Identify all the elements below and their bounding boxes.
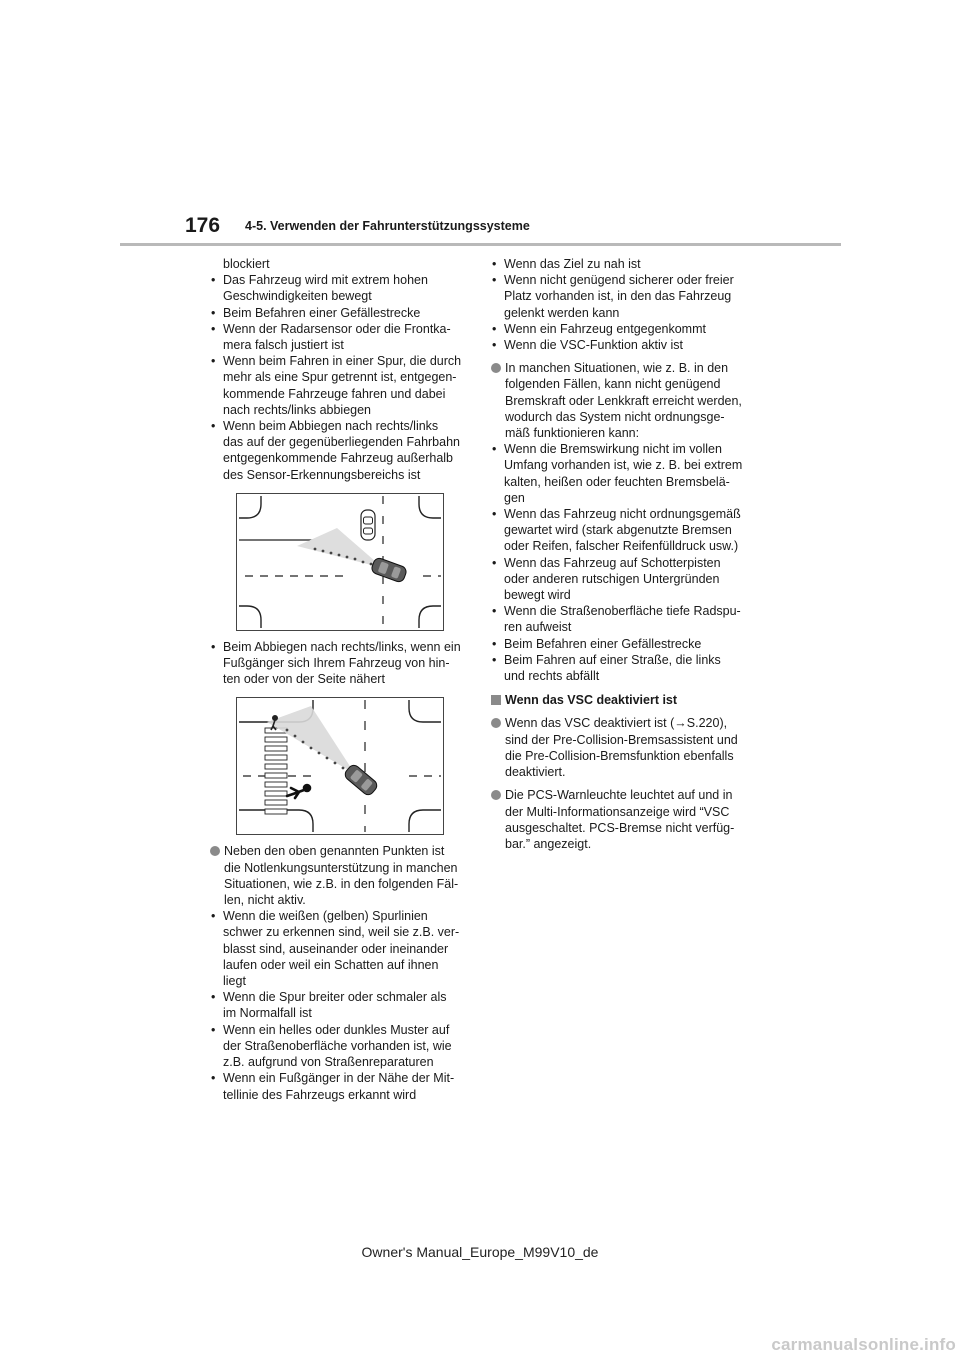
bullet-continuation: Platz vorhanden ist, in den das Fahrzeug [504, 289, 732, 304]
right-paragraph-lines [505, 715, 757, 780]
bullet-continuation: des Sensor-Erkennungsbereichs ist [223, 467, 421, 482]
bullet-item: • Wenn ein helles oder dunkles Muster auf [210, 1022, 472, 1038]
bullet-continuation: und rechts abfällt [504, 669, 600, 684]
right-paragraph-brake-force [491, 360, 757, 441]
right-paragraph-lines [505, 787, 757, 852]
bullet-item: • Beim Befahren einer Gefällestrecke [491, 636, 757, 652]
bullet-continuation: blasst sind, auseinander oder ineinander [223, 941, 449, 956]
bullet-item: • Wenn die Bremswirkung nicht im vollen [491, 441, 757, 457]
bullet-continuation: Umfang vorhanden ist, wie z. B. bei extrem [504, 458, 743, 473]
bullet-continuation: nach rechts/links abbiegen [223, 402, 372, 417]
footer-manual-id: Owner's Manual_Europe_M99V10_de [361, 1244, 599, 1260]
bullet-item: • Beim Befahren einer Gefällestrecke [210, 305, 472, 321]
bullet-continuation: oder Reifen, falscher Reifenfülldruck usw.) [504, 539, 739, 554]
bullet-continuation: im Normalfall ist [223, 1006, 312, 1021]
bullet-continuation: kalten, heißen oder feuchten Bremsbelä- [504, 474, 730, 489]
bullet-continuation: z.B. aufgrund von Straßenreparaturen [223, 1055, 434, 1070]
bullet-item: • Wenn die Straßenoberfläche tiefe Radspu- [491, 603, 757, 619]
bullet-item: • Wenn die weißen (gelben) Spurlinien [210, 908, 472, 924]
bullet-item: • Wenn ein Fußgänger in der Nähe der Mit- [210, 1070, 472, 1086]
paragraph-line: Bremskraft oder Lenkkraft erreicht werden, [505, 393, 742, 408]
paragraph-line: Situationen, wie z.B. in den folgenden Fäl- [224, 876, 459, 891]
bullet-item: • Wenn beim Fahren in einer Spur, die durch [210, 353, 472, 369]
bullet-continuation: gen [504, 490, 525, 505]
bullet-continuation: Geschwindigkeiten bewegt [223, 289, 372, 304]
bullet-continuation: ten oder von der Seite nähert [223, 672, 385, 687]
bullet-item: • Wenn das Fahrzeug nicht ordnungsgemäß [491, 506, 757, 522]
bullet-continuation: schwer zu erkennen sind, weil sie z.B. ver- [223, 925, 460, 940]
bullet-continuation: oder anderen rutschigen Untergründen [504, 571, 720, 586]
section-heading-text: Wenn das VSC deaktiviert ist [505, 693, 678, 708]
paragraph-line: die Pre-Collision-Bremsfunktion ebenfalls [505, 748, 734, 763]
left-column [210, 256, 472, 1103]
bullet-continuation: gewartet wird (stark abgenutzte Bremsen [504, 523, 732, 538]
left-list-3 [210, 908, 472, 1102]
page-number: 176 [185, 214, 221, 237]
paragraph-line: In manchen Situationen, wie z. B. in den [505, 361, 729, 376]
bullet-item: • Wenn nicht genügend sicherer oder freier [491, 272, 757, 288]
right-paragraph-lines [505, 360, 757, 441]
paragraph-line: ausgeschaltet. PCS-Bremse nicht verfüg- [505, 820, 735, 835]
bullet-item: • Wenn ein Fahrzeug entgegenkommt [491, 321, 757, 337]
right-list-1 [491, 256, 757, 353]
section-title: 4-5. Verwenden der Fahrunterstützungssysteme [245, 219, 530, 233]
bullet-continuation: bewegt wird [504, 588, 571, 603]
right-column [491, 256, 757, 852]
watermark: carmanualsonline.info [771, 1335, 956, 1354]
bullet-continuation: tellinie des Fahrzeugs erkannt wird [223, 1087, 417, 1102]
paragraph-line: Die PCS-Warnleuchte leuchtet auf und in [505, 788, 733, 803]
paragraph-line: Neben den oben genannten Punkten ist [224, 844, 445, 859]
bullet-continuation: Fußgänger sich Ihrem Fahrzeug von hin- [223, 656, 450, 671]
paragraph-line: deaktiviert. [505, 765, 566, 780]
bullet-item: • Wenn die VSC-Funktion aktiv ist [491, 337, 757, 353]
paragraph-line: der Multi-Informationsanzeige wird “VSC [505, 804, 730, 819]
right-paragraph-vsc-off [491, 715, 757, 780]
paragraph-line: len, nicht aktiv. [224, 893, 306, 908]
section-heading-vsc [491, 692, 757, 708]
bullet-item: • Beim Abbiegen nach rechts/links, wenn ein [210, 639, 472, 655]
square-bullet-icon [491, 695, 501, 705]
paragraph-line: die Notlenkungsunterstützung in manchen [224, 860, 458, 875]
bullet-item: • Wenn das Fahrzeug auf Schotterpisten [491, 555, 757, 571]
intersection-oncoming-vehicle-figure [236, 493, 444, 631]
bullet-item: • Wenn der Radarsensor oder die Frontka- [210, 321, 472, 337]
bullet-continuation: der Straßenoberfläche vorhanden ist, wie [223, 1038, 452, 1053]
bullet-continuation: mera falsch justiert ist [223, 338, 344, 353]
bullet-continuation: kommende Fahrzeuge fahren und dabei [223, 386, 446, 401]
paragraph-line: sind der Pre-Collision-Bremsassistent und [505, 732, 738, 747]
circle-bullet-icon [491, 790, 501, 800]
header-rule [120, 243, 841, 246]
bullet-continuation: ren aufweist [504, 620, 572, 635]
circle-bullet-icon [491, 363, 501, 373]
intersection-pedestrian-figure [236, 697, 444, 835]
paragraph-line: Wenn das VSC deaktiviert ist (→S.220), [505, 716, 728, 731]
bullet-continuation: mehr als eine Spur getrennt ist, entgegen- [223, 370, 457, 385]
paragraph-line: folgenden Fällen, kann nicht genügend [505, 377, 721, 392]
bullet-item: • Das Fahrzeug wird mit extrem hohen [210, 272, 472, 288]
paragraph-line: wodurch das System nicht ordnungsge- [505, 409, 725, 424]
right-paragraph-pcs-warning [491, 787, 757, 852]
bullet-item: • Wenn die Spur breiter oder schmaler als [210, 989, 472, 1005]
bullet-item: • Beim Fahren auf einer Straße, die links [491, 652, 757, 668]
bullet-item: • Wenn das Ziel zu nah ist [491, 256, 757, 272]
left-paragraph-emergency-steering [210, 843, 472, 908]
left-paragraph-lines [224, 843, 472, 908]
paragraph-line: bar.” angezeigt. [505, 836, 592, 851]
circle-bullet-icon [491, 718, 501, 728]
paragraph-line: mäß funktionieren kann: [505, 426, 640, 441]
circle-bullet-icon [210, 846, 220, 856]
bullet-continuation: laufen oder weil ein Schatten auf ihnen [223, 957, 439, 972]
bullet-continuation: blockiert [223, 257, 270, 271]
bullet-continuation: entgegenkommende Fahrzeug außerhalb [223, 451, 454, 466]
bullet-continuation: liegt [223, 974, 246, 989]
bullet-continuation: das auf der gegenüberliegenden Fahrbahn [223, 435, 460, 450]
left-list-1 [210, 256, 472, 483]
bullet-item: • Wenn beim Abbiegen nach rechts/links [210, 418, 472, 434]
left-list-2 [210, 639, 472, 688]
right-list-2 [491, 441, 757, 684]
bullet-continuation: gelenkt werden kann [504, 305, 620, 320]
